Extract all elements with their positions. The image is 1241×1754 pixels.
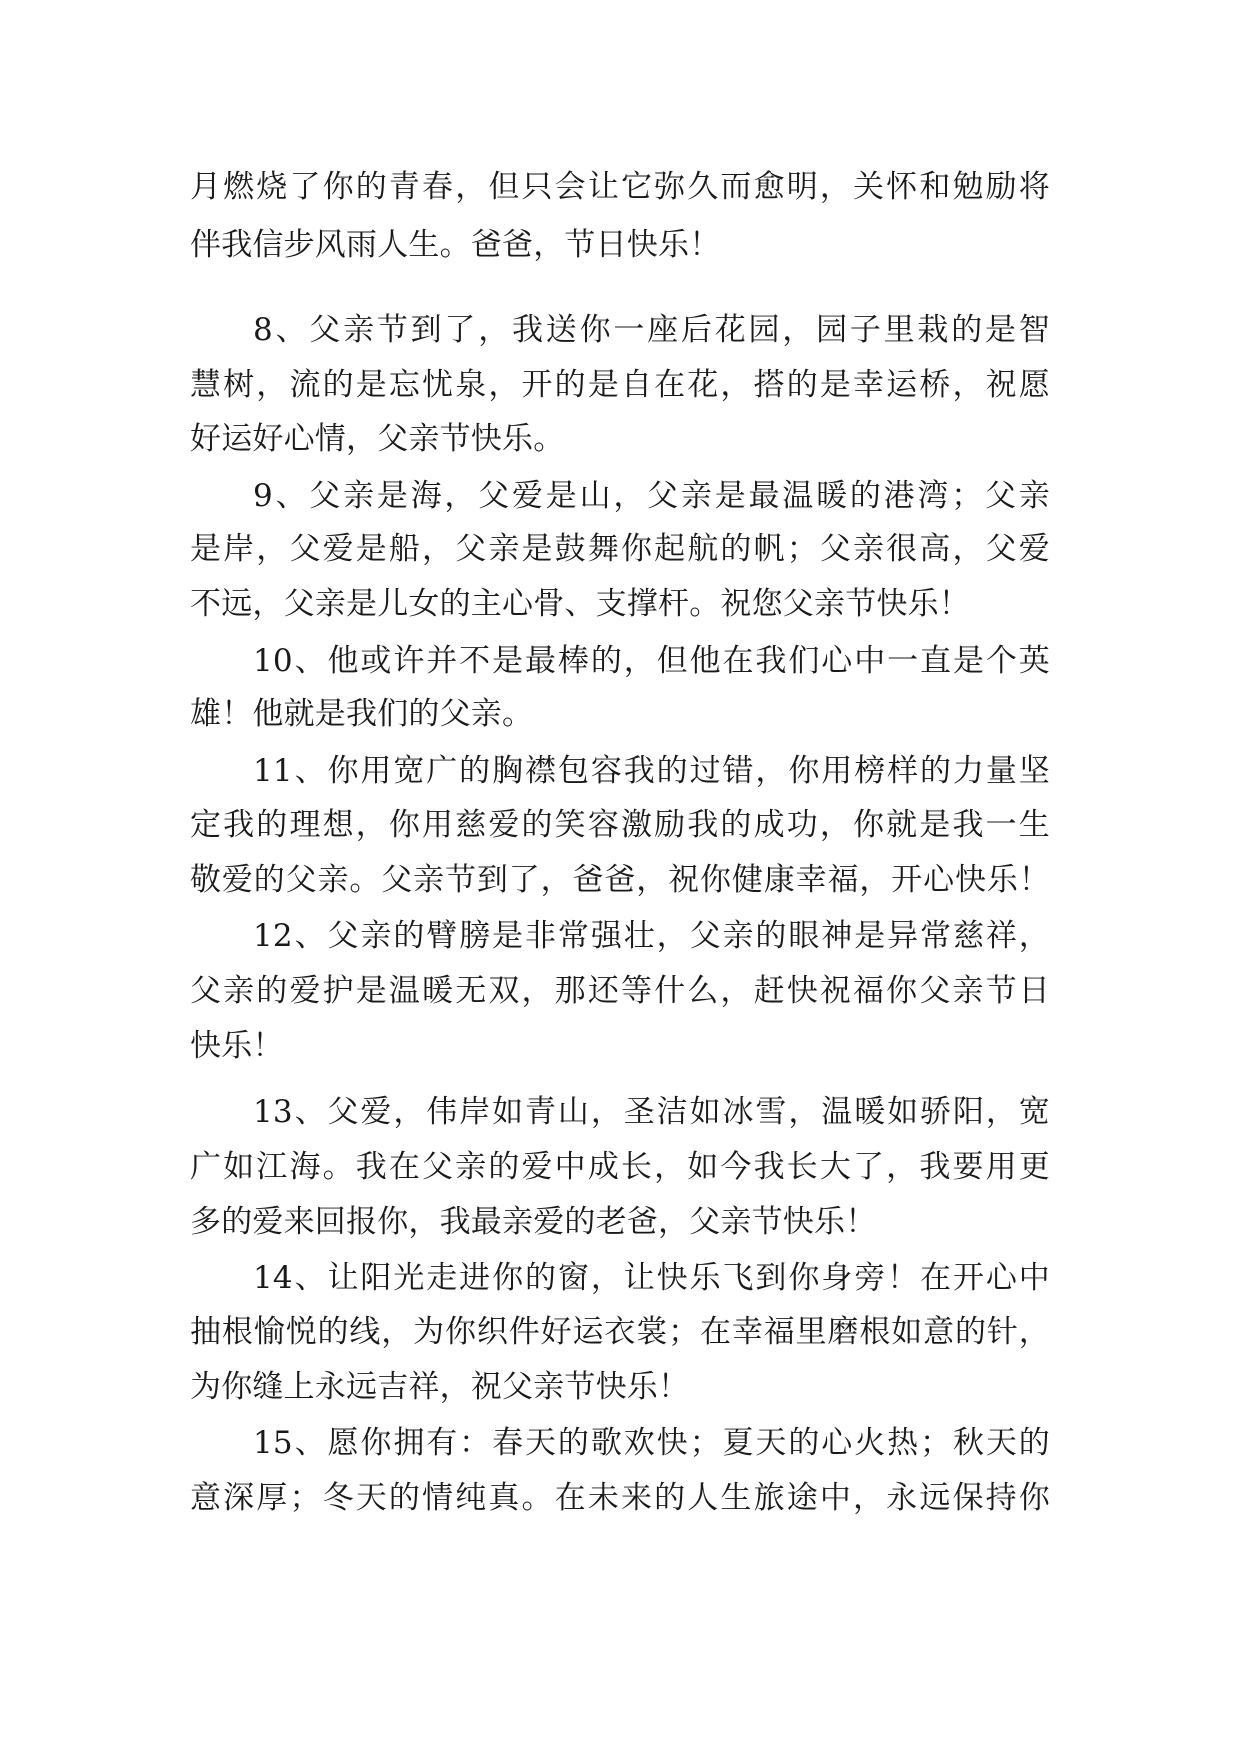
text-line: 不远，父亲是儿女的主心骨、支撑杆。祝您父亲节快乐！ xyxy=(190,586,970,622)
text-line: 父亲的爱护是温暖无双，那还等什么，赶快祝福你父亲节日 xyxy=(190,973,1050,1009)
text-line: 抽根愉悦的线，为你织件好运衣裳；在幸福里磨根如意的针， xyxy=(190,1314,1050,1350)
text-line: 广如江海。我在父亲的爱中成长，如今我长大了，我要用更 xyxy=(190,1149,1050,1185)
paragraph-start-line: 14、让阳光走进你的窗，让快乐飞到你身旁！在开心中 xyxy=(253,1260,1050,1296)
paragraph-start-line: 15、愿你拥有：春天的歌欢快；夏天的心火热；秋天的 xyxy=(253,1425,1050,1461)
text-line: 多的爱来回报你，我最亲爱的老爸，父亲节快乐！ xyxy=(190,1204,877,1240)
text-line: 雄！他就是我们的父亲。 xyxy=(190,696,534,732)
text-line: 慧树，流的是忘忧泉，开的是自在花，搭的是幸运桥，祝愿 xyxy=(190,367,1050,403)
text-line: 意深厚；冬天的情纯真。在未来的人生旅途中，永远保持你 xyxy=(190,1480,1050,1516)
text-line: 是岸，父爱是船，父亲是鼓舞你起航的帆；父亲很高，父爱 xyxy=(190,531,1050,567)
paragraph-start-line: 11、你用宽广的胸襟包容我的过错，你用榜样的力量坚 xyxy=(253,753,1050,789)
paragraph-start-line: 13、父爱，伟岸如青山，圣洁如冰雪，温暖如骄阳，宽 xyxy=(253,1094,1050,1130)
text-line: 定我的理想，你用慈爱的笑容激励我的成功，你就是我一生 xyxy=(190,807,1050,843)
text-line: 伴我信步风雨人生。爸爸，节日快乐！ xyxy=(190,227,721,263)
text-line: 敬爱的父亲。父亲节到了，爸爸，祝你健康幸福，开心快乐！ xyxy=(190,862,1050,898)
paragraph-start-line: 8、父亲节到了，我送你一座后花园，园子里栽的是智 xyxy=(253,312,1050,348)
paragraph-start-line: 10、他或许并不是最棒的，但他在我们心中一直是个英 xyxy=(253,643,1050,679)
text-line: 为你缝上永远吉祥，祝父亲节快乐！ xyxy=(190,1369,690,1405)
text-line: 好运好心情，父亲节快乐。 xyxy=(190,421,565,457)
paragraph-start-line: 9、父亲是海，父爱是山，父亲是最温暖的港湾；父亲 xyxy=(253,478,1050,514)
text-line: 月燃烧了你的青春，但只会让它弥久而愈明，关怀和勉励将 xyxy=(190,169,1050,205)
text-line: 快乐！ xyxy=(190,1028,284,1064)
paragraph-start-line: 12、父亲的臂膀是非常强壮，父亲的眼神是异常慈祥， xyxy=(253,918,1050,954)
